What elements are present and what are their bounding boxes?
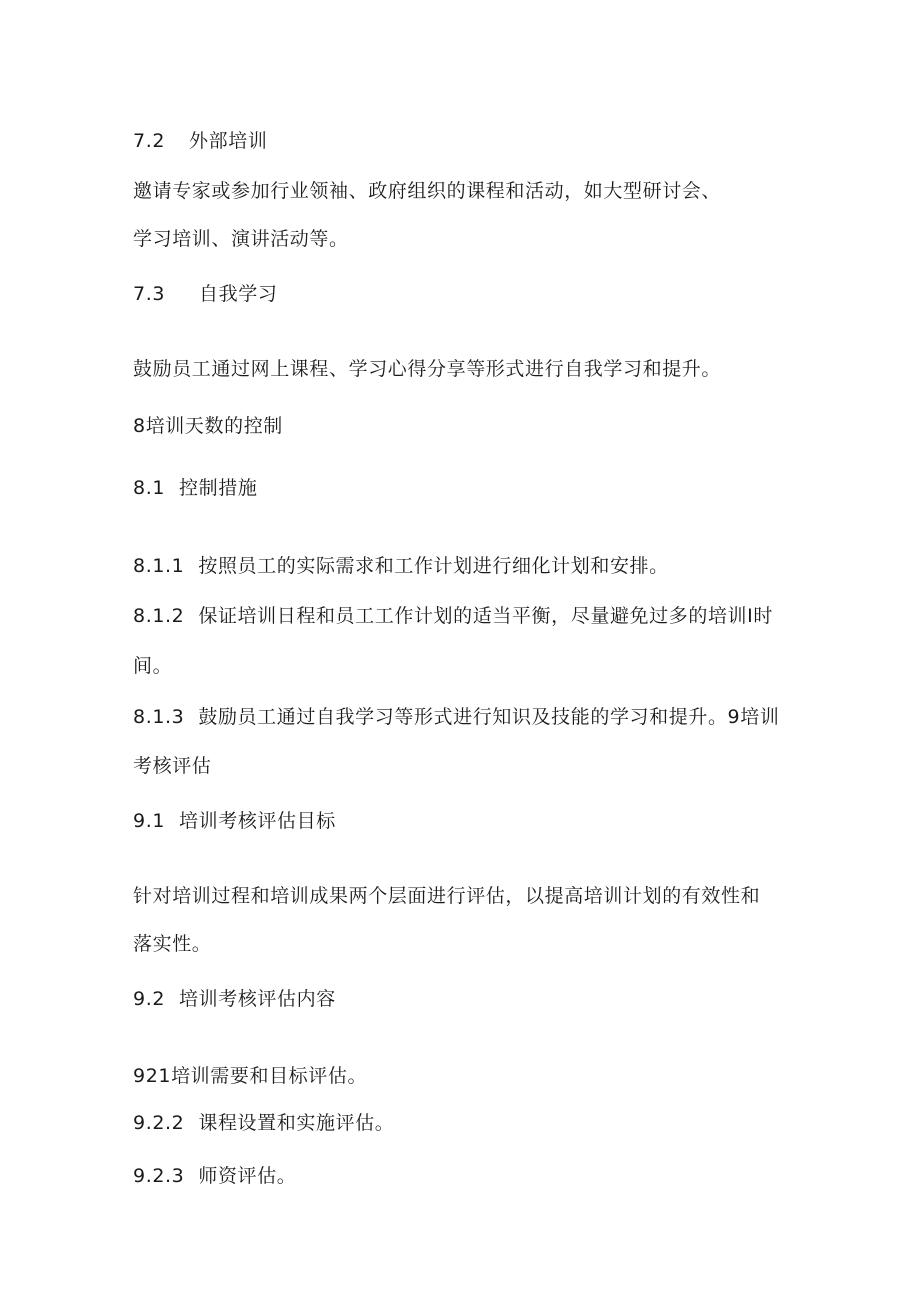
section-7-2-heading	[133, 128, 267, 154]
item-8-1-2	[133, 603, 773, 629]
section-9-1-heading	[133, 808, 336, 834]
section-title: 控制措施	[179, 477, 258, 499]
section-number: 8.1	[133, 477, 166, 499]
item-number: 9.2.2	[133, 1112, 185, 1134]
item-text: 保证培训日程和员工工作计划的适当平衡，尽量避免过多的培训I时	[198, 605, 773, 627]
paragraph-line: 邀请专家或参加行业领袖、政府组织的课程和活动，如大型研讨会、	[133, 180, 722, 202]
section-number: 9.2	[133, 988, 166, 1010]
item-9-2-2	[133, 1110, 394, 1136]
item-number: 8.1.1	[133, 555, 185, 577]
item-8-1-1	[133, 553, 669, 579]
section-number: 9.1	[133, 810, 166, 832]
item-number: 9.2.3	[133, 1165, 185, 1187]
section-title: 自我学习	[199, 283, 278, 305]
item-text: 按照员工的实际需求和工作计划进行细化计划和安排。	[198, 555, 669, 577]
paragraph-line: 针对培训过程和培训成果两个层面进行评估，以提高培训计划的有效性和	[133, 885, 761, 907]
section-title: 外部培训	[189, 130, 268, 152]
section-8-1-heading	[133, 475, 257, 501]
section-7-3-heading	[133, 281, 277, 307]
item-8-1-3	[133, 704, 779, 730]
paragraph-line: 间。	[133, 655, 173, 677]
section-number: 7.2	[133, 130, 166, 152]
item-text: 师资评估。	[198, 1165, 297, 1187]
section-9-2-heading	[133, 986, 336, 1012]
section-title: 培训考核评估内容	[179, 988, 336, 1010]
section-8-heading: 8培训天数的控制	[133, 415, 283, 437]
item-number: 8.1.2	[133, 605, 185, 627]
item-9-2-1: 921培训需要和目标评估。	[133, 1065, 368, 1087]
item-text: 鼓励员工通过自我学习等形式进行知识及技能的学习和提升。9培训	[198, 706, 780, 728]
paragraph-line: 落实性。	[133, 933, 212, 955]
paragraph-line: 鼓励员工通过网上课程、学习心得分享等形式进行自我学习和提升。	[133, 358, 722, 380]
section-number: 7.3	[133, 283, 166, 305]
paragraph-line: 考核评估	[133, 755, 212, 777]
item-9-2-3	[133, 1163, 296, 1189]
paragraph-line: 学习培训、演讲活动等。	[133, 228, 349, 250]
item-text: 课程设置和实施评估。	[198, 1112, 395, 1134]
section-title: 培训考核评估目标	[179, 810, 336, 832]
item-number: 8.1.3	[133, 706, 185, 728]
